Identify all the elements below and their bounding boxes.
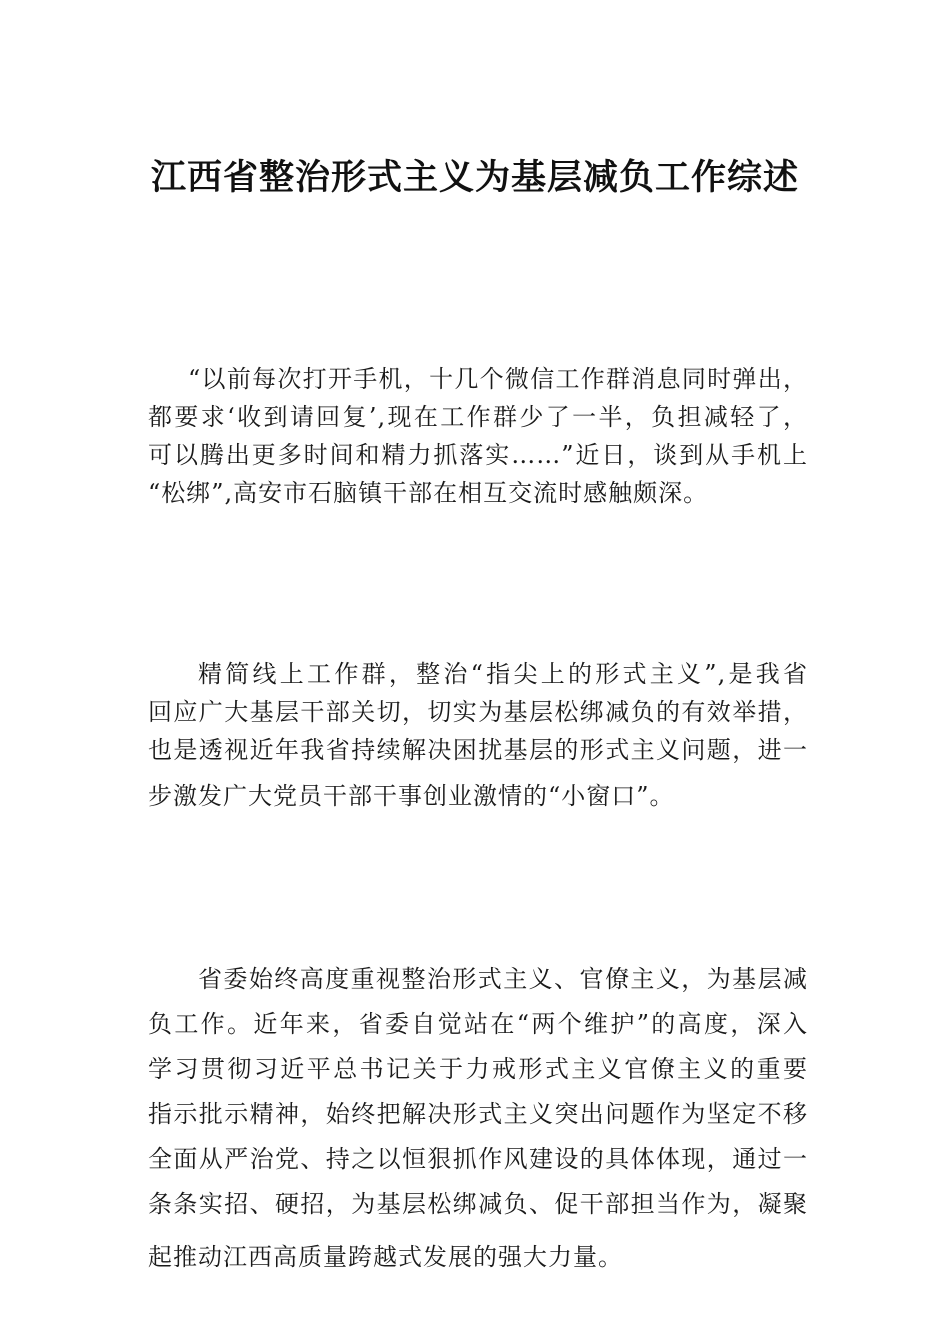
paragraph-line: 负工作。近年来，省委自觉站在“两个维护”的高度，深入 (148, 1010, 808, 1038)
paragraph-line: 条条实招、硬招，为基层松绑减负、促干部担当作为，凝聚 (148, 1190, 808, 1218)
paragraph-line: 学习贯彻习近平总书记关于力戒形式主义官僚主义的重要 (148, 1055, 808, 1083)
paragraph-line: 省委始终高度重视整治形式主义、官僚主义，为基层减 (198, 965, 808, 993)
paragraph-line: 精简线上工作群，整治“指尖上的形式主义”,是我省 (198, 660, 808, 688)
paragraph-2 (148, 655, 808, 815)
paragraph-line: 也是透视近年我省持续解决困扰基层的形式主义问题，进一 (148, 736, 808, 764)
paragraph-line: 起推动江西高质量跨越式发展的强大力量。 (148, 1243, 623, 1271)
paragraph-3 (148, 957, 808, 1280)
document-title: 江西省整治形式主义为基层减负工作综述 (150, 158, 799, 198)
paragraph-line: 可以腾出更多时间和精力抓落实……”近日，谈到从手机上 (148, 441, 808, 469)
paragraph-line: 指示批示精神，始终把解决形式主义突出问题作为坚定不移 (148, 1100, 808, 1128)
paragraph-1 (148, 360, 808, 512)
paragraph-line: 都要求‘收到请回复’,现在工作群少了一半，负担减轻了， (148, 403, 808, 431)
paragraph-line: 步激发广大党员干部干事创业激情的“小窗口”。 (148, 782, 675, 810)
paragraph-line: 全面从严治党、持之以恒狠抓作风建设的具体体现，通过一 (148, 1145, 808, 1173)
paragraph-line: 回应广大基层干部关切，切实为基层松绑减负的有效举措， (148, 698, 808, 726)
paragraph-line: “松绑”,高安市石脑镇干部在相互交流时感触颇深。 (148, 479, 709, 507)
paragraph-line: “以前每次打开手机，十几个微信工作群消息同时弹出， (188, 365, 808, 393)
